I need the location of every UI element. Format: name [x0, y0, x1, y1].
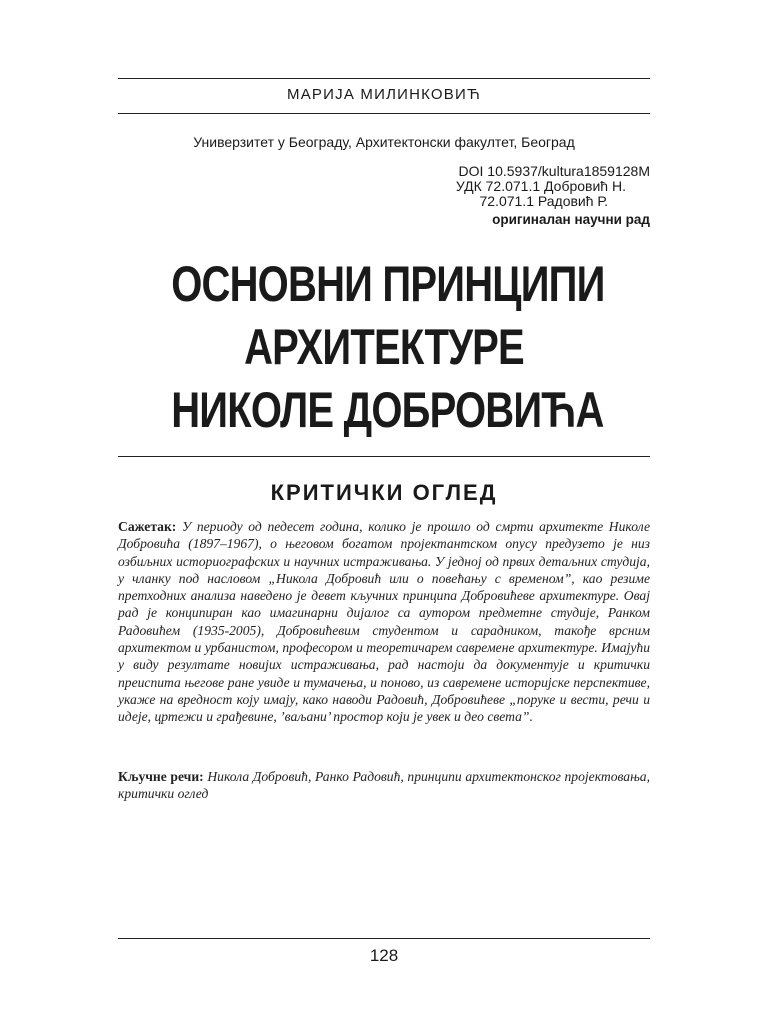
abstract-label: Сажетак: [118, 519, 183, 534]
paper-subtitle: КРИТИЧКИ ОГЛЕД [270, 480, 498, 505]
paper-type: оригиналан научни рад [492, 212, 650, 227]
udk-line-1: УДК 72.071.1 Добровић Н. [455, 178, 626, 194]
keywords [118, 768, 650, 803]
doi: DOI 10.5937/kultura1859128M [458, 163, 650, 179]
abstract-text: У периоду од педесет година, колико је прошло од смрти архитекте Николе Добровића (1897–1967), о његовом богатом пројектантском опусу предузето је низ озбиљних историографских и научних истраживања. У једној од првих детаљних студија, у чланку под насловом „Никола Добровић или о повећању с временом”, као резиме претходних анализа наведено је девет кључних принципа Добровићеве архитектуре. Овај рад је конципиран као имагинарни дијалог са аутором предметне студије, Ранком Радовићем (1935-2005), Добровићевим студентом и сарадником, такође врсним архитектом и урбанистом, професором и теоретичарем савремене архитектуре. Имајући у виду резултате новијих истраживања, рад настоји да документује и критички преиспита његове ране увиде и тумачења, и поново, из савремене историјске перспективе, укаже на вредност коју имају, како наводи Радовић, Добровићеве „поруке и вести, речи и идеје, цртежи и грађевине, ’ваљани’ простор који је увек и део света”. [118, 519, 651, 725]
abstract [118, 518, 650, 726]
udk-line-2: 72.071.1 Радовић Р. [479, 193, 608, 209]
title-line-3: НИКОЛЕ ДОБРОВИЋА [171, 382, 604, 438]
author-name: МАРИЈА МИЛИНКОВИЋ [287, 86, 481, 103]
keywords-text: Никола Добровић, Ранко Радовић, принципи архитектонског пројектовања, критички оглед [118, 769, 650, 802]
page-number: 128 [369, 946, 399, 965]
header-bottom-rule [118, 113, 650, 114]
affiliation: Универзитет у Београду, Архитектонски факултет, Београд [193, 134, 575, 150]
title-line-2: АРХИТЕКТУРЕ [244, 319, 524, 375]
keywords-label: Кључне речи: [118, 769, 208, 784]
footer-rule [118, 938, 650, 939]
title-divider [118, 456, 650, 457]
title-line-1: ОСНОВНИ ПРИНЦИПИ [171, 256, 605, 312]
paper-title [171, 253, 605, 442]
header-top-rule [118, 78, 650, 79]
